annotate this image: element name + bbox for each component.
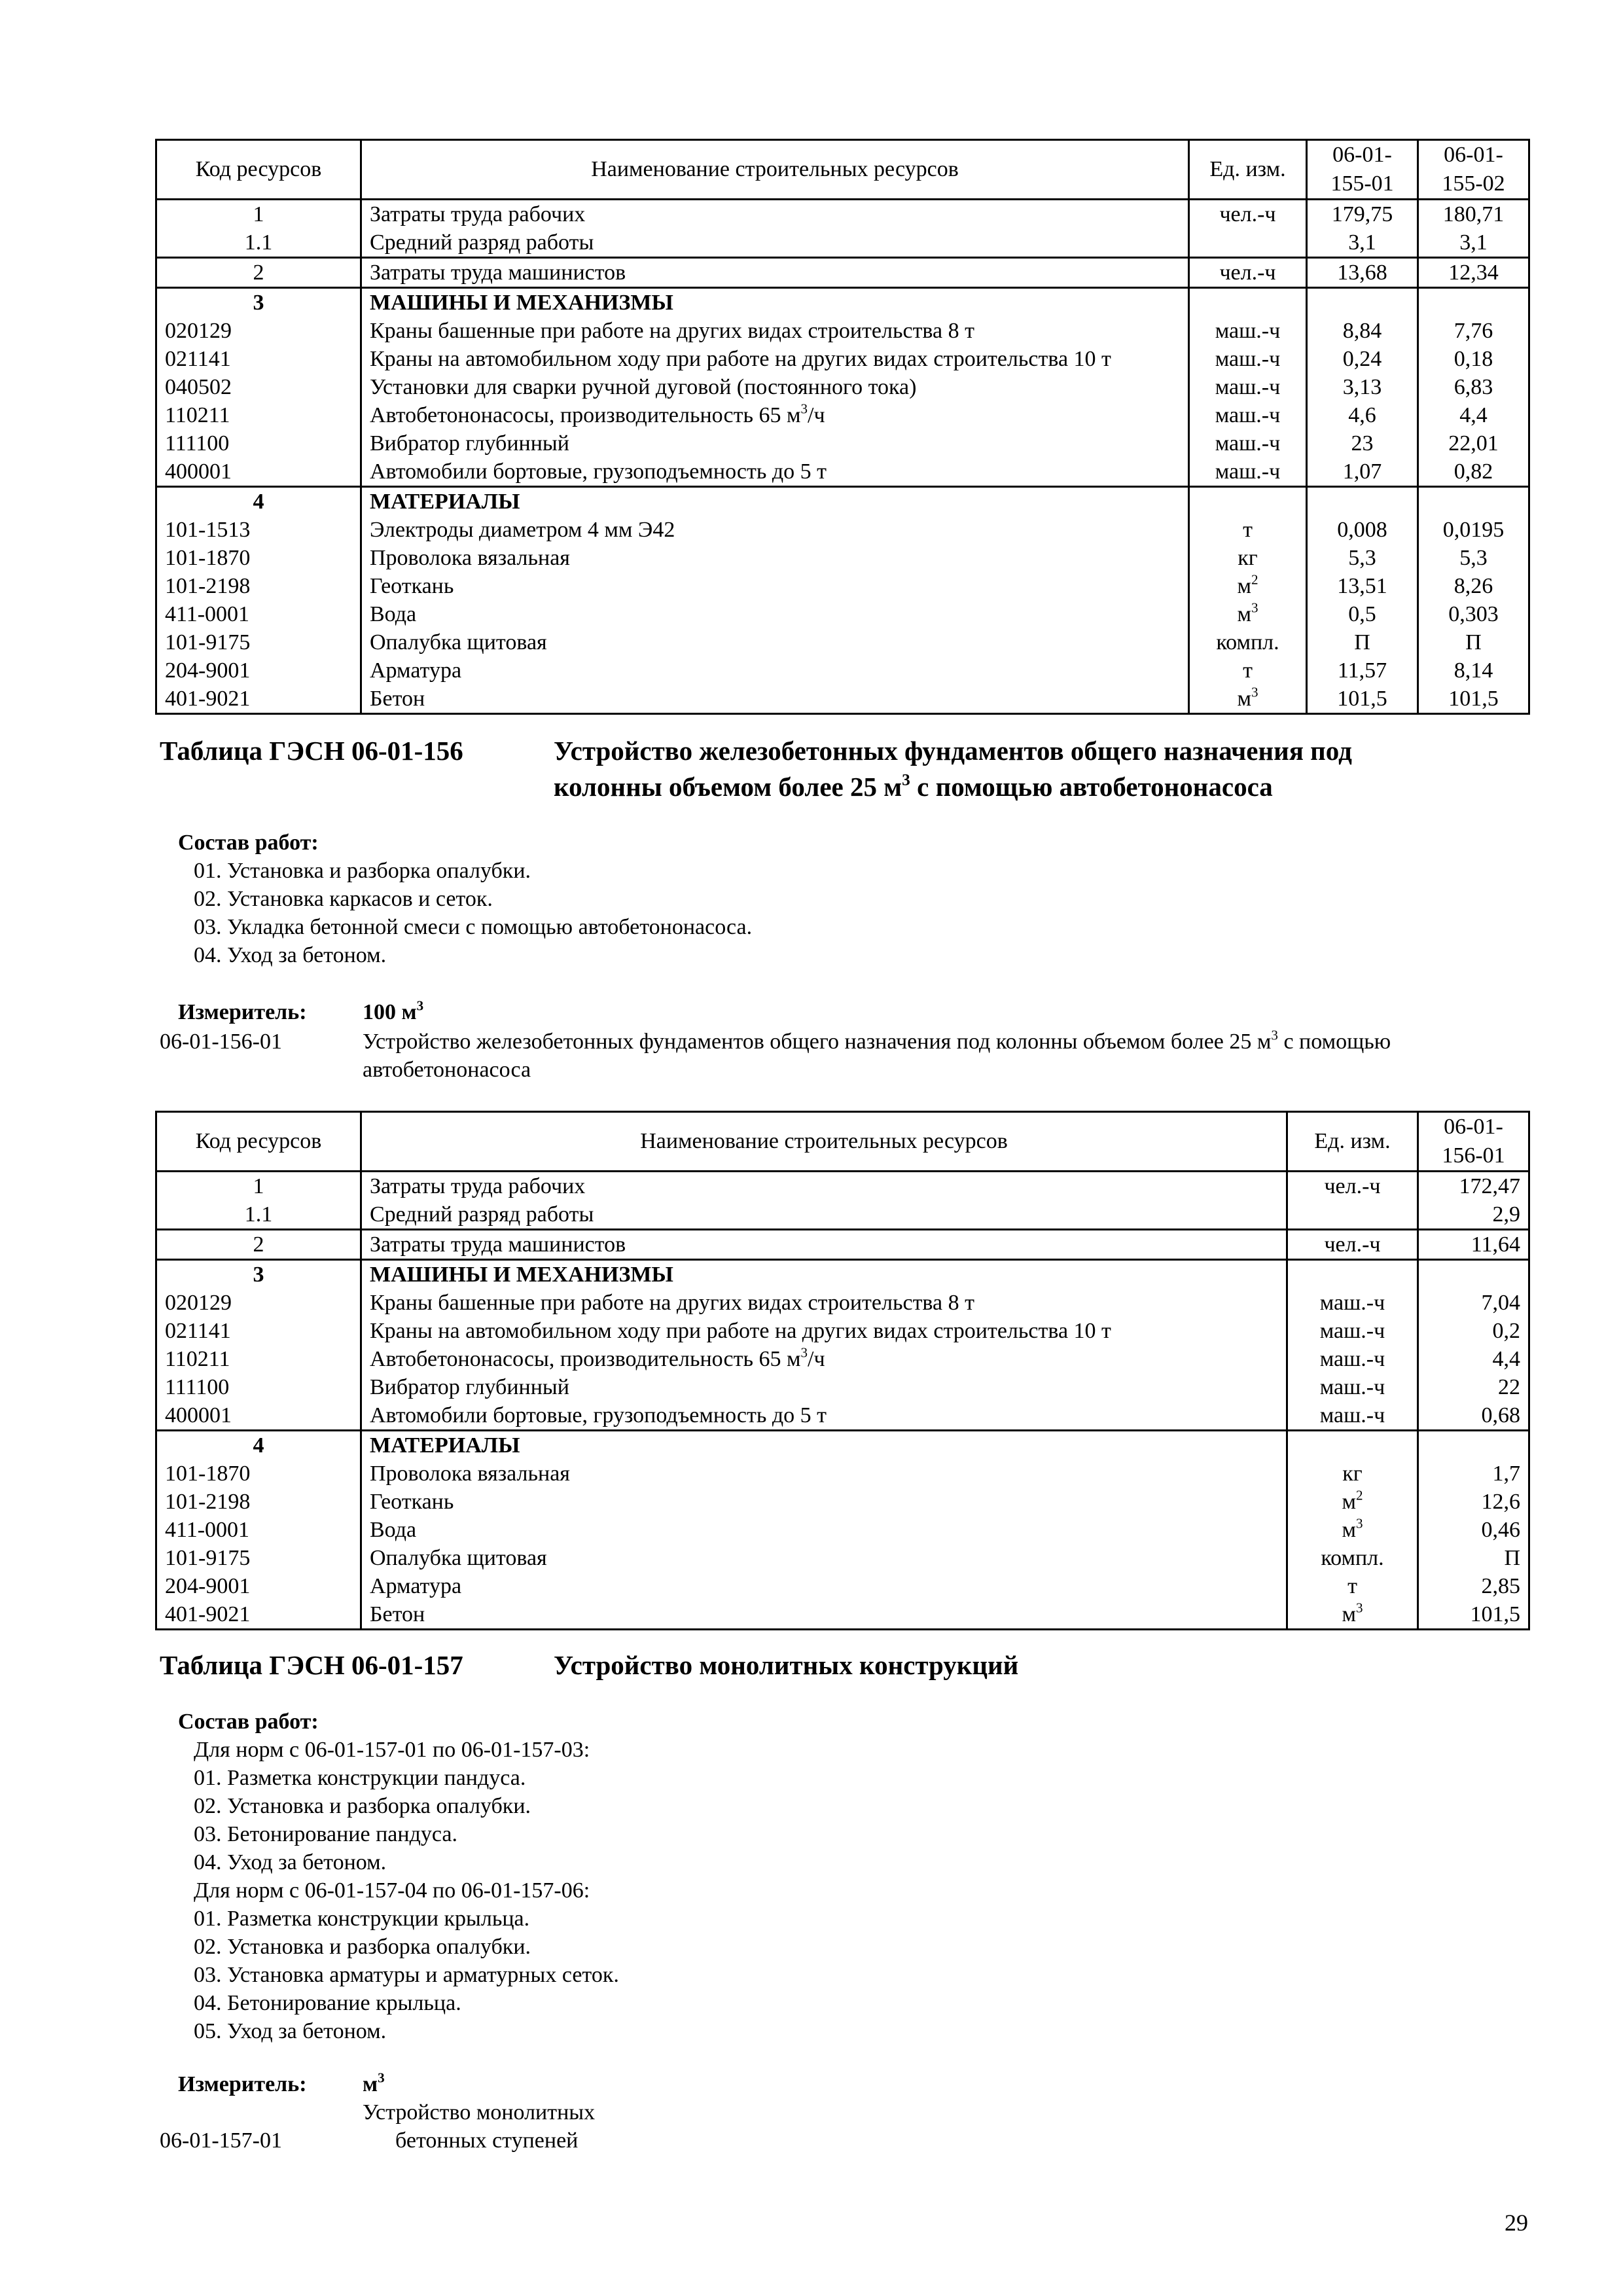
cell-name: Затраты труда рабочих	[361, 200, 1189, 229]
table-row	[156, 572, 1529, 600]
cell-value-2: 8,14	[1418, 656, 1529, 685]
cell-code: 3	[156, 288, 361, 317]
list-item: 02. Установка и разборка опалубки.	[194, 1794, 531, 1818]
cell-unit: чел.-ч	[1287, 1172, 1418, 1201]
cell-name: Вода	[361, 1516, 1287, 1544]
cell-name: Затраты труда рабочих	[361, 1172, 1287, 1201]
header-norm-1: 06-01-155-01	[1307, 140, 1418, 200]
cell-code: 111100	[156, 1373, 361, 1401]
resources-table-156	[155, 1111, 1530, 1630]
norm-desc-157-01-line2: бетонных ступеней	[395, 2128, 579, 2153]
cell-unit	[1287, 1431, 1418, 1460]
cell-value-1: 22	[1418, 1373, 1529, 1401]
cell-value-1: 0,5	[1307, 600, 1418, 628]
cell-value-1: П	[1307, 628, 1418, 656]
cell-value-2	[1418, 487, 1529, 516]
cell-unit: $м^3$	[1287, 1600, 1418, 1630]
cell-unit: т	[1189, 516, 1307, 544]
cell-value-1: 23	[1307, 429, 1418, 457]
cell-unit: компл.	[1287, 1544, 1418, 1572]
cell-unit: $м^3$	[1189, 600, 1307, 628]
cell-unit: маш.-ч	[1189, 373, 1307, 401]
cell-code: 021141	[156, 345, 361, 373]
cell-value-1: 0,24	[1307, 345, 1418, 373]
header-name: Наименование строительных ресурсов	[361, 140, 1189, 200]
cell-unit: кг	[1189, 544, 1307, 572]
list-item: 05. Уход за бетоном.	[194, 2019, 387, 2043]
cell-value-1: 1,7	[1418, 1460, 1529, 1488]
table-row	[156, 1200, 1529, 1230]
cell-value-2: 7,76	[1418, 317, 1529, 345]
list-item: 03. Установка арматуры и арматурных сеток.	[194, 1963, 619, 1987]
meter-value-157: $м^3$	[363, 2070, 385, 2096]
cell-unit: $м^3$	[1189, 685, 1307, 714]
cell-code: 400001	[156, 457, 361, 487]
cell-value-1: 172,47	[1418, 1172, 1529, 1201]
table-row	[156, 288, 1529, 317]
cell-unit: чел.-ч	[1189, 258, 1307, 288]
cell-name: Бетон	[361, 685, 1189, 714]
cell-code: 204-9001	[156, 1572, 361, 1600]
cell-value-1	[1418, 1260, 1529, 1289]
cell-code: 101-1513	[156, 516, 361, 544]
cell-code: 021141	[156, 1317, 361, 1345]
cell-value-2: 180,71	[1418, 200, 1529, 229]
table-row	[156, 1460, 1529, 1488]
cell-code: 2	[156, 1230, 361, 1260]
resources-table-155	[155, 139, 1530, 715]
cell-name: Автомобили бортовые, грузоподъемность до 5 т	[361, 1401, 1287, 1431]
cell-value-2: 3,1	[1418, 228, 1529, 258]
cell-name: Бетон	[361, 1600, 1287, 1630]
list-item: 03. Укладка бетонной смеси с помощью автобетононасоса.	[194, 915, 753, 939]
cell-name: Геоткань	[361, 572, 1189, 600]
cell-value-1: 12,6	[1418, 1488, 1529, 1516]
table-header-row	[156, 1112, 1529, 1172]
section-title-156-line2: колонны объемом более 25 $м^3$ с помощью автобетононасоса	[554, 770, 1273, 802]
page-number: 29	[1505, 2210, 1528, 2236]
cell-value-1: 11,57	[1307, 656, 1418, 685]
cell-value-1: 101,5	[1307, 685, 1418, 714]
cell-unit: маш.-ч	[1287, 1345, 1418, 1373]
cell-unit: чел.-ч	[1287, 1230, 1418, 1260]
list-item: 04. Уход за бетоном.	[194, 943, 387, 967]
cell-name: МАШИНЫ И МЕХАНИЗМЫ	[361, 288, 1189, 317]
cell-code: 040502	[156, 373, 361, 401]
table-row	[156, 317, 1529, 345]
cell-value-1: 2,85	[1418, 1572, 1529, 1600]
cell-name: Вода	[361, 600, 1189, 628]
cell-code: 101-1870	[156, 1460, 361, 1488]
cell-code: 401-9021	[156, 1600, 361, 1630]
cell-code: 411-0001	[156, 1516, 361, 1544]
cell-name: Арматура	[361, 1572, 1287, 1600]
table-row	[156, 429, 1529, 457]
section-title-157: Устройство монолитных конструкций	[554, 1650, 1019, 1680]
cell-unit: маш.-ч	[1189, 401, 1307, 429]
table-row	[156, 628, 1529, 656]
cell-value-1: 13,68	[1307, 258, 1418, 288]
list-item: 01. Установка и разборка опалубки.	[194, 859, 531, 883]
cell-unit: т	[1189, 656, 1307, 685]
list-item: 04. Бетонирование крыльца.	[194, 1991, 461, 2015]
cell-code: 020129	[156, 1289, 361, 1317]
norm-desc-157-01-line1: Устройство монолитных	[363, 2100, 596, 2125]
cell-value-2: 12,34	[1418, 258, 1529, 288]
header-code: Код ресурсов	[156, 140, 361, 200]
table-header-row	[156, 140, 1529, 200]
cell-name: Краны башенные при работе на других видах строительства 8 т	[361, 317, 1189, 345]
cell-code: 3	[156, 1260, 361, 1289]
table-row	[156, 600, 1529, 628]
table-row	[156, 1260, 1529, 1289]
cell-code: 101-2198	[156, 572, 361, 600]
table-row	[156, 1373, 1529, 1401]
norm-desc-156-01-line2: автобетононасоса	[363, 1058, 531, 1082]
cell-name: Краны на автомобильном ходу при работе на других видах строительства 10 т	[361, 1317, 1287, 1345]
cell-name: Затраты труда машинистов	[361, 258, 1189, 288]
cell-value-1: 0,68	[1418, 1401, 1529, 1431]
cell-value-2: 0,0195	[1418, 516, 1529, 544]
cell-value-1: П	[1418, 1544, 1529, 1572]
cell-unit: $м^2$	[1287, 1488, 1418, 1516]
table-row	[156, 1230, 1529, 1260]
table-label-157: Таблица ГЭСН 06-01-157	[160, 1650, 463, 1680]
list-item: 02. Установка и разборка опалубки.	[194, 1935, 531, 1959]
meter-value-156: 100 $м^3$	[363, 997, 424, 1024]
cell-code: 1	[156, 200, 361, 229]
works-label-156: Состав работ:	[178, 831, 319, 855]
cell-unit: маш.-ч	[1189, 345, 1307, 373]
cell-value-1: 3,1	[1307, 228, 1418, 258]
cell-name: Геоткань	[361, 1488, 1287, 1516]
cell-code: 1.1	[156, 228, 361, 258]
cell-name: МАШИНЫ И МЕХАНИЗМЫ	[361, 1260, 1287, 1289]
table-body	[156, 1172, 1529, 1630]
table-row	[156, 457, 1529, 487]
meter-label-157: Измеритель:	[178, 2072, 307, 2096]
cell-value-1	[1307, 288, 1418, 317]
table-row	[156, 487, 1529, 516]
table-row	[156, 1172, 1529, 1201]
cell-unit	[1287, 1200, 1418, 1230]
cell-unit	[1189, 228, 1307, 258]
cell-code: 101-1870	[156, 544, 361, 572]
cell-value-1: 13,51	[1307, 572, 1418, 600]
cell-value-2: 4,4	[1418, 401, 1529, 429]
cell-name: Автобетононасосы, производительность 65 $м^3/ч$	[361, 401, 1189, 429]
cell-unit: маш.-ч	[1189, 457, 1307, 487]
cell-name: Электроды диаметром 4 мм Э42	[361, 516, 1189, 544]
cell-code: 111100	[156, 429, 361, 457]
cell-value-2: 8,26	[1418, 572, 1529, 600]
cell-unit: маш.-ч	[1287, 1289, 1418, 1317]
cell-value-1: 8,84	[1307, 317, 1418, 345]
table-row	[156, 1289, 1529, 1317]
works-label-157: Состав работ:	[178, 1710, 319, 1734]
norm-code-157-01: 06-01-157-01	[160, 2128, 282, 2153]
cell-value-2	[1418, 288, 1529, 317]
cell-code: 204-9001	[156, 656, 361, 685]
cell-unit	[1189, 487, 1307, 516]
cell-unit: маш.-ч	[1287, 1401, 1418, 1431]
table-row	[156, 1600, 1529, 1630]
cell-name: МАТЕРИАЛЫ	[361, 487, 1189, 516]
norm-code-156-01: 06-01-156-01	[160, 1030, 282, 1054]
cell-value-1: 4,4	[1418, 1345, 1529, 1373]
table-row	[156, 373, 1529, 401]
table-body	[156, 200, 1529, 714]
table-row	[156, 1401, 1529, 1431]
table-row	[156, 1488, 1529, 1516]
cell-name: Краны башенные при работе на других видах строительства 8 т	[361, 1289, 1287, 1317]
cell-unit: компл.	[1189, 628, 1307, 656]
cell-value-2: 0,82	[1418, 457, 1529, 487]
table-row	[156, 200, 1529, 229]
header-unit: Ед. изм.	[1189, 140, 1307, 200]
cell-value-2: 0,303	[1418, 600, 1529, 628]
cell-value-2: 6,83	[1418, 373, 1529, 401]
cell-value-1: 4,6	[1307, 401, 1418, 429]
cell-name: Автомобили бортовые, грузоподъемность до 5 т	[361, 457, 1189, 487]
list-item: Для норм с 06-01-157-04 по 06-01-157-06:	[194, 1878, 590, 1903]
table-row	[156, 544, 1529, 572]
cell-code: 4	[156, 1431, 361, 1460]
cell-code: 401-9021	[156, 685, 361, 714]
cell-value-2: П	[1418, 628, 1529, 656]
cell-name: Средний разряд работы	[361, 228, 1189, 258]
cell-code: 400001	[156, 1401, 361, 1431]
cell-name: Проволока вязальная	[361, 1460, 1287, 1488]
cell-name: Установки для сварки ручной дуговой (постоянного тока)	[361, 373, 1189, 401]
header-norm-1: 06-01-156-01	[1418, 1112, 1529, 1172]
cell-value-1: 5,3	[1307, 544, 1418, 572]
table-row	[156, 1544, 1529, 1572]
cell-name: Средний разряд работы	[361, 1200, 1287, 1230]
cell-value-1: 1,07	[1307, 457, 1418, 487]
section-title-156-line1: Устройство железобетонных фундаментов общего назначения под	[554, 736, 1352, 766]
cell-unit: $м^3$	[1287, 1516, 1418, 1544]
works-list-156	[194, 857, 752, 969]
cell-code: 101-9175	[156, 1544, 361, 1572]
table-row	[156, 1431, 1529, 1460]
cell-code: 411-0001	[156, 600, 361, 628]
cell-name: Опалубка щитовая	[361, 1544, 1287, 1572]
table-row	[156, 1345, 1529, 1373]
cell-value-1	[1418, 1431, 1529, 1460]
cell-value-1: 0,008	[1307, 516, 1418, 544]
cell-value-1	[1307, 487, 1418, 516]
header-unit: Ед. изм.	[1287, 1112, 1418, 1172]
list-item: 02. Установка каркасов и сеток.	[194, 887, 493, 911]
cell-code: 020129	[156, 317, 361, 345]
table-row	[156, 1317, 1529, 1345]
table-row	[156, 656, 1529, 685]
cell-value-1: 0,2	[1418, 1317, 1529, 1345]
cell-name: Проволока вязальная	[361, 544, 1189, 572]
table-row	[156, 1516, 1529, 1544]
cell-value-1: 2,9	[1418, 1200, 1529, 1230]
header-code: Код ресурсов	[156, 1112, 361, 1172]
cell-unit: маш.-ч	[1189, 429, 1307, 457]
cell-code: 101-9175	[156, 628, 361, 656]
cell-code: 1	[156, 1172, 361, 1201]
cell-unit: маш.-ч	[1189, 317, 1307, 345]
cell-name: Вибратор глубинный	[361, 1373, 1287, 1401]
cell-code: 101-2198	[156, 1488, 361, 1516]
table-row	[156, 1572, 1529, 1600]
table-label-156: Таблица ГЭСН 06-01-156	[160, 736, 463, 766]
cell-name: Затраты труда машинистов	[361, 1230, 1287, 1260]
meter-label-156: Измеритель:	[178, 1000, 307, 1024]
works-list-157	[194, 1736, 619, 2045]
cell-unit: $м^2$	[1189, 572, 1307, 600]
cell-value-1: 179,75	[1307, 200, 1418, 229]
cell-code: 110211	[156, 401, 361, 429]
cell-unit: кг	[1287, 1460, 1418, 1488]
cell-code: 4	[156, 487, 361, 516]
cell-value-2: 22,01	[1418, 429, 1529, 457]
cell-value-1: 7,04	[1418, 1289, 1529, 1317]
norm-desc-156-01-line1: Устройство железобетонных фундаментов общего назначения под колонны объемом более 25 $м^3$ с помощью	[363, 1027, 1391, 1054]
cell-code: 1.1	[156, 1200, 361, 1230]
cell-value-1: 0,46	[1418, 1516, 1529, 1544]
cell-value-2: 0,18	[1418, 345, 1529, 373]
cell-name: Опалубка щитовая	[361, 628, 1189, 656]
cell-value-2: 101,5	[1418, 685, 1529, 714]
header-name: Наименование строительных ресурсов	[361, 1112, 1287, 1172]
cell-name: Вибратор глубинный	[361, 429, 1189, 457]
cell-unit: маш.-ч	[1287, 1317, 1418, 1345]
list-item: 03. Бетонирование пандуса.	[194, 1822, 457, 1846]
list-item: 01. Разметка конструкции крыльца.	[194, 1907, 530, 1931]
cell-unit: т	[1287, 1572, 1418, 1600]
table-row	[156, 345, 1529, 373]
cell-value-2: 5,3	[1418, 544, 1529, 572]
cell-unit	[1189, 288, 1307, 317]
cell-name: Краны на автомобильном ходу при работе на других видах строительства 10 т	[361, 345, 1189, 373]
cell-name: Арматура	[361, 656, 1189, 685]
table-row	[156, 258, 1529, 288]
cell-value-1: 11,64	[1418, 1230, 1529, 1260]
table-row	[156, 685, 1529, 714]
list-item: 04. Уход за бетоном.	[194, 1850, 387, 1874]
cell-code: 110211	[156, 1345, 361, 1373]
cell-unit: маш.-ч	[1287, 1373, 1418, 1401]
table-row	[156, 228, 1529, 258]
cell-value-1: 101,5	[1418, 1600, 1529, 1630]
cell-name: МАТЕРИАЛЫ	[361, 1431, 1287, 1460]
cell-code: 2	[156, 258, 361, 288]
table-row	[156, 516, 1529, 544]
cell-value-1: 3,13	[1307, 373, 1418, 401]
cell-unit: чел.-ч	[1189, 200, 1307, 229]
cell-name: Автобетононасосы, производительность 65 $м^3/ч$	[361, 1345, 1287, 1373]
cell-unit	[1287, 1260, 1418, 1289]
list-item: 01. Разметка конструкции пандуса.	[194, 1766, 526, 1790]
list-item: Для норм с 06-01-157-01 по 06-01-157-03:	[194, 1738, 590, 1762]
table-row	[156, 401, 1529, 429]
header-norm-2: 06-01-155-02	[1418, 140, 1529, 200]
